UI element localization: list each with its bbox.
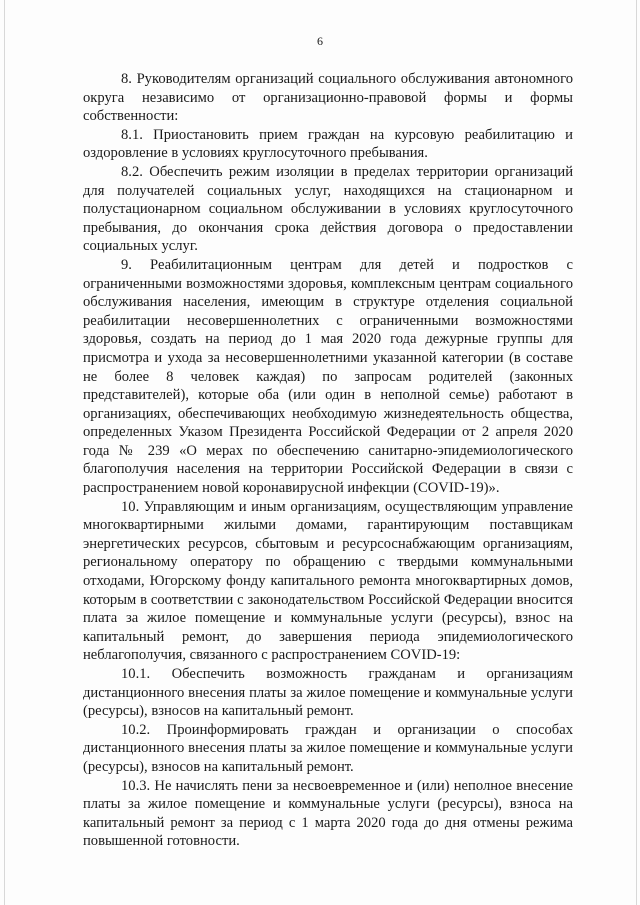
page-number: 6	[317, 34, 323, 48]
paragraph-8: 8. Руководителям организаций социального обслуживания автономного округа независимо от организационно-правовой формы и формы собственности:	[83, 71, 573, 125]
paragraph-10-2: 10.2. Проинформировать граждан и организации о способах дистанционного внесения платы за жилое помещение и коммунальные услуги (ресурсы), взносов на капитальный ремонт.	[83, 721, 573, 775]
scan-edge-right	[636, 0, 637, 905]
paragraph-10-3: 10.3. Не начислять пени за несвоевременное и (или) неполное внесение платы за жилое помещение и коммунальные услуги (ресурсы), взноса на капитальный ремонт за период с 1 марта 2020 года до дня отмены режима повышенной готовности.	[83, 777, 573, 850]
scan-edge-left	[4, 0, 5, 905]
paragraph-9: 9. Реабилитационным центрам для детей и подростков с ограниченными возможностями здоровья, комплексным центрам социального обслуживания населения, имеющим в структуре отделения социальной реабилитации несовершеннолетних с ограниченными возможностями здоровья, создать на период до 1 мая 2020 года дежурные группы для присмотра и ухода за несовершеннолетними указанной категории (в составе не более 8 человек каждая) по запросам родителей (законных представителей), которые оба (или один в неполной семье) работают в организациях, обеспечивающих необходимую жизнедеятельность общества, определенных Указом Президента Российской Федерации от 2 апреля 2020 года № 239 «О мерах по обеспечению санитарно-эпидемиологического благополучия населения на территории Российской Федерации в связи с распространением новой коронавирусной инфекции (COVID-19)».	[83, 256, 573, 497]
document-body	[83, 70, 573, 851]
paragraph-8-1: 8.1. Приостановить прием граждан на курсовую реабилитацию и оздоровление в условиях круглосуточного пребывания.	[83, 126, 573, 162]
paragraph-10: 10. Управляющим и иным организациям, осуществляющим управление многоквартирными жилыми домами, гарантирующим поставщикам энергетических ресурсов, сбытовым и ресурсоснабжающим организациям, региональному оператору по обращению с твердыми коммунальными отходами, Югорскому фонду капитального ремонта многоквартирных домов, которым в соответствии с законодательством Российской Федерации вносится плата за жилое помещение и коммунальные услуги (ресурсы), взнос на капитальный ремонт, до завершения периода эпидемиологического неблагополучия, связанного с распространением COVID-19:	[83, 498, 573, 664]
paragraph-10-1: 10.1. Обеспечить возможность гражданам и организациям дистанционного внесения платы за жилое помещение и коммунальные услуги (ресурсы), взносов на капитальный ремонт.	[83, 666, 573, 720]
paragraph-8-2: 8.2. Обеспечить режим изоляции в пределах территории организаций для получателей социальных услуг, находящихся на стационарном и полустационарном социальном обслуживании в условиях круглосуточного пребывания, до окончания срока действия договора о предоставлении социальных услуг.	[83, 163, 573, 255]
